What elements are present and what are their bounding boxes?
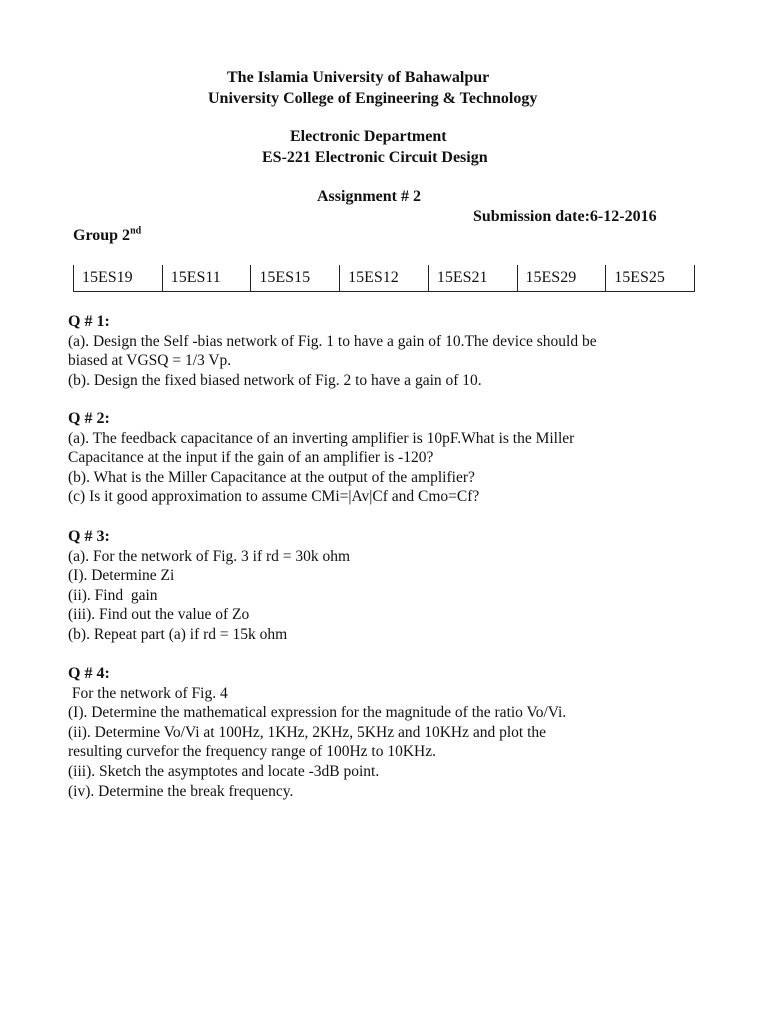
question-line: (b). What is the Miller Capacitance at the output of the amplifier?	[68, 468, 475, 486]
group-text: Group 2	[73, 227, 131, 244]
roll-number-table	[73, 265, 695, 292]
question-line: (b). Repeat part (a) if rd = 15k ohm	[68, 625, 288, 643]
course-title: ES-221 Electronic Circuit Design	[262, 149, 488, 166]
roll-number-cell: 15ES12	[340, 265, 429, 292]
question-line: (a). Design the Self -bias network of Fig. 1 to have a gain of 10.The device should be	[68, 332, 597, 350]
question-line: Capacitance at the input if the gain of an amplifier is -120?	[68, 449, 434, 467]
question-3	[68, 527, 708, 645]
roll-number-cell: 15ES29	[517, 265, 606, 292]
question-line: (b). Design the fixed biased network of Fig. 2 to have a gain of 10.	[68, 371, 482, 389]
question-line: (iii). Sketch the asymptotes and locate -3dB point.	[68, 762, 380, 780]
question-title: Q # 4:	[68, 665, 110, 682]
question-line: biased at VGSQ = 1/3 Vp.	[68, 352, 232, 370]
question-line: (I). Determine the mathematical expression for the magnitude of the ratio Vo/Vi.	[68, 704, 567, 722]
question-title: Q # 3:	[68, 528, 110, 545]
college-name: University College of Engineering & Technology	[208, 90, 538, 107]
question-line: (ii). Determine Vo/Vi at 100Hz, 1KHz, 2KHz, 5KHz and 10KHz and plot the	[68, 723, 547, 741]
question-title: Q # 2:	[68, 410, 110, 427]
roll-number-cell: 15ES19	[74, 265, 163, 292]
university-name: The Islamia University of Bahawalpur	[227, 69, 490, 86]
question-line: (a). The feedback capacitance of an inverting amplifier is 10pF.What is the Miller	[68, 429, 575, 447]
roll-number-cell: 15ES11	[162, 265, 251, 292]
question-title: Q # 1:	[68, 313, 110, 330]
roll-number-row	[74, 265, 695, 292]
roll-number-cell: 15ES21	[428, 265, 517, 292]
question-line: (a). For the network of Fig. 3 if rd = 30k ohm	[68, 547, 351, 565]
department-name: Electronic Department	[290, 128, 447, 145]
question-2	[68, 409, 708, 507]
question-line: (iv). Determine the break frequency.	[68, 782, 294, 800]
assignment-title: Assignment # 2	[317, 188, 422, 205]
group-suffix: nd	[130, 225, 142, 237]
question-line: (iii). Find out the value of Zo	[68, 606, 250, 624]
question-line: (I). Determine Zi	[68, 567, 175, 585]
roll-number-cell: 15ES15	[251, 265, 340, 292]
question-line: For the network of Fig. 4	[68, 684, 228, 702]
submission-date: Submission date:6-12-2016	[473, 208, 657, 225]
question-4	[68, 664, 708, 801]
roll-number-cell: 15ES25	[606, 265, 695, 292]
question-1	[68, 312, 708, 390]
group-label	[73, 226, 141, 246]
question-line: (ii). Find gain	[68, 586, 158, 604]
question-line: (c) Is it good approximation to assume CMi=|Av|Cf and Cmo=Cf?	[68, 488, 480, 506]
question-line: resulting curvefor the frequency range of 100Hz to 10KHz.	[68, 743, 436, 761]
